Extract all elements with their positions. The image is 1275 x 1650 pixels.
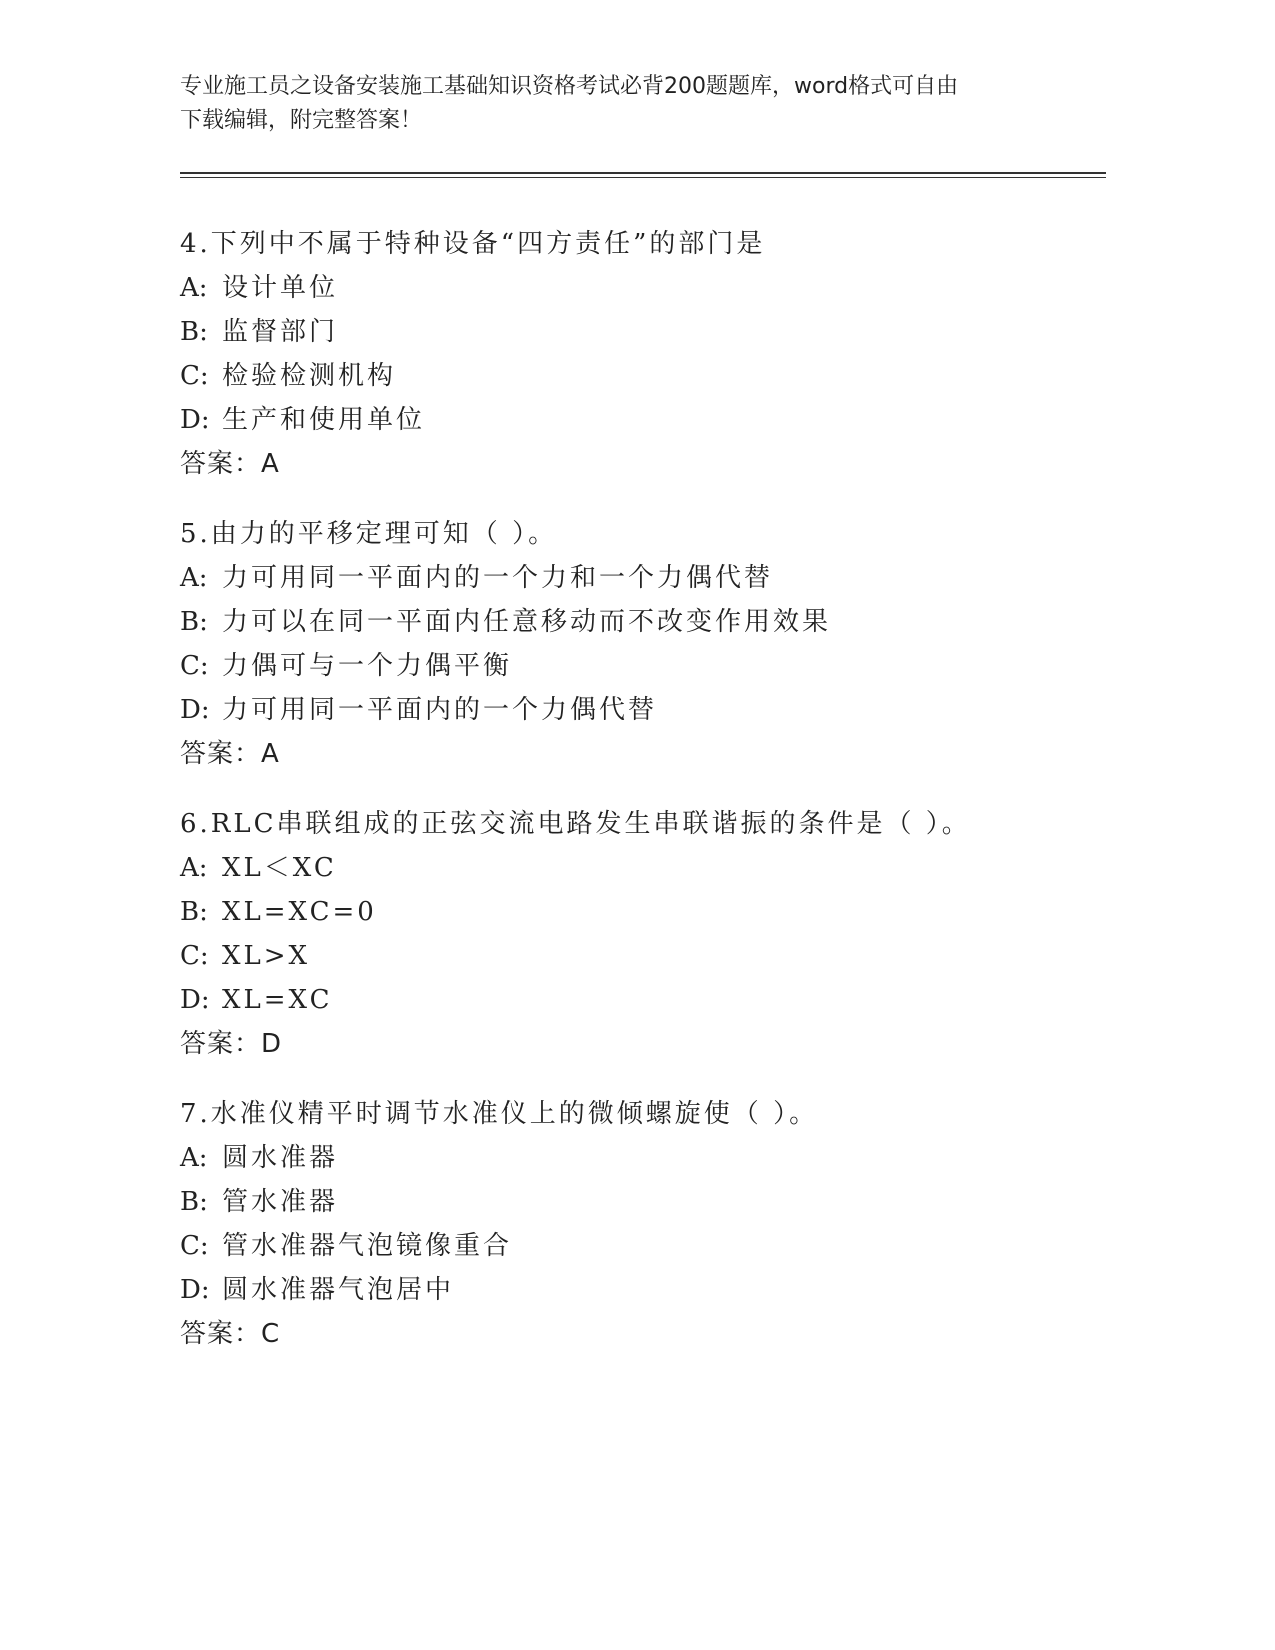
option-letter: D:: [180, 405, 210, 435]
option-text: XL＜XC: [222, 853, 337, 883]
header-line-1: 专业施工员之设备安装施工基础知识资格考试必背200题题库，word格式可自由: [180, 74, 959, 99]
option-letter: B:: [180, 1187, 208, 1217]
option-text: XL=XC: [222, 985, 333, 1015]
option-text: 管水准器气泡镜像重合: [222, 1231, 513, 1261]
option-c: [180, 644, 1106, 688]
option-letter: A:: [180, 273, 208, 303]
question-list: [180, 222, 1106, 1382]
answer-line: 答案：A: [180, 449, 280, 479]
option-text: 力可用同一平面内的一个力和一个力偶代替: [222, 563, 774, 593]
option-letter: C:: [180, 1231, 209, 1261]
question-stem: 7.水准仪精平时调节水准仪上的微倾螺旋使（ ）。: [180, 1099, 819, 1129]
option-text: 力偶可与一个力偶平衡: [222, 651, 513, 681]
option-a: [180, 1136, 1106, 1180]
option-letter: A:: [180, 1143, 208, 1173]
answer-line: 答案：D: [180, 1029, 283, 1059]
option-b: [180, 1180, 1106, 1224]
option-text: 监督部门: [222, 317, 339, 347]
option-c: [180, 1224, 1106, 1268]
option-letter: C:: [180, 651, 209, 681]
question-stem: 4.下列中不属于特种设备“四方责任”的部门是: [180, 229, 766, 259]
option-text: 生产和使用单位: [222, 405, 426, 435]
question-5: [180, 512, 1106, 776]
option-text: 检验检测机构: [222, 361, 397, 391]
option-a: [180, 556, 1106, 600]
option-letter: B:: [180, 607, 208, 637]
option-letter: C:: [180, 361, 209, 391]
option-c: [180, 354, 1106, 398]
option-text: 管水准器: [222, 1187, 339, 1217]
question-stem: 6.RLC串联组成的正弦交流电路发生串联谐振的条件是（ ）。: [180, 809, 971, 839]
option-b: [180, 890, 1106, 934]
answer-line: 答案：C: [180, 1319, 281, 1349]
header-line-2: 下载编辑，附完整答案！: [180, 108, 423, 133]
option-b: [180, 310, 1106, 354]
option-letter: D:: [180, 695, 210, 725]
option-letter: D:: [180, 985, 210, 1015]
option-a: [180, 266, 1106, 310]
option-a: [180, 846, 1106, 890]
option-d: [180, 688, 1106, 732]
option-d: [180, 1268, 1106, 1312]
header-rule-thin: [180, 177, 1106, 178]
option-text: 圆水准器: [222, 1143, 339, 1173]
option-text: XL>X: [222, 941, 311, 971]
option-letter: D:: [180, 1275, 210, 1305]
question-6: [180, 802, 1106, 1066]
option-text: 力可用同一平面内的一个力偶代替: [222, 695, 658, 725]
header-rule-thick: [180, 172, 1106, 174]
option-text: 力可以在同一平面内任意移动而不改变作用效果: [222, 607, 832, 637]
question-7: [180, 1092, 1106, 1356]
document-header: [180, 70, 1040, 138]
question-stem: 5.由力的平移定理可知（ ）。: [180, 519, 558, 549]
option-letter: C:: [180, 941, 209, 971]
option-letter: B:: [180, 897, 208, 927]
option-text: XL=XC=0: [222, 897, 377, 927]
option-b: [180, 600, 1106, 644]
option-c: [180, 934, 1106, 978]
answer-line: 答案：A: [180, 739, 280, 769]
option-d: [180, 978, 1106, 1022]
question-4: [180, 222, 1106, 486]
option-d: [180, 398, 1106, 442]
option-letter: A:: [180, 563, 208, 593]
option-text: 设计单位: [222, 273, 339, 303]
option-text: 圆水准器气泡居中: [222, 1275, 455, 1305]
option-letter: A:: [180, 853, 208, 883]
option-letter: B:: [180, 317, 208, 347]
